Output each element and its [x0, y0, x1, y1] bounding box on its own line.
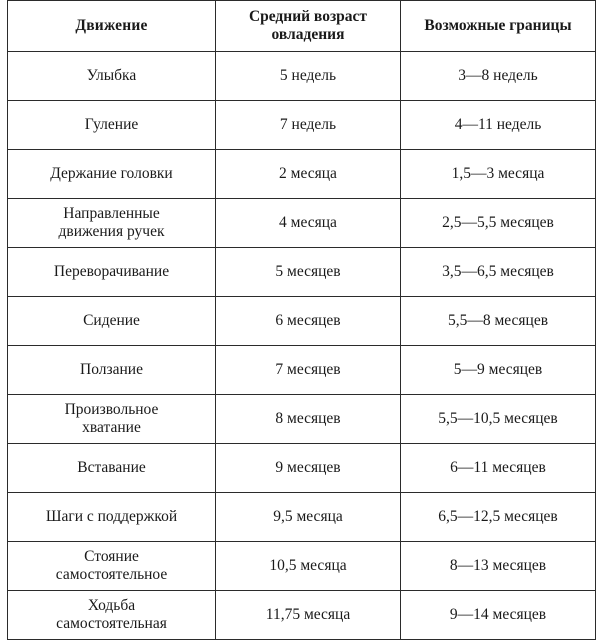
column-header-average-age-line1: Средний возраст [248, 8, 368, 26]
column-header-movement: Движение [8, 1, 216, 52]
table-row [8, 591, 596, 640]
cell-range: 4—11 недель [401, 101, 596, 150]
column-header-average-age [216, 1, 401, 52]
cell-average-age: 4 месяца [216, 199, 401, 248]
cell-average-age: 8 месяцев [216, 395, 401, 444]
cell-average-age: 6 месяцев [216, 297, 401, 346]
cell-average-age: 9 месяцев [216, 444, 401, 493]
cell-movement [8, 542, 216, 591]
cell-movement-line2: самостоятельная [56, 615, 167, 632]
cell-average-age: 7 месяцев [216, 346, 401, 395]
table-row [8, 248, 596, 297]
column-header-range: Возможные границы [401, 1, 596, 52]
table-row [8, 52, 596, 101]
cell-average-age: 5 месяцев [216, 248, 401, 297]
table-header-row [8, 1, 596, 52]
cell-movement: Гуление [8, 101, 216, 150]
cell-movement: Сидение [8, 297, 216, 346]
table-row [8, 199, 596, 248]
cell-movement-line2: движения ручек [58, 223, 165, 240]
table-row [8, 395, 596, 444]
cell-average-age: 2 месяца [216, 150, 401, 199]
table-row [8, 101, 596, 150]
table-row [8, 493, 596, 542]
table-row [8, 444, 596, 493]
cell-range: 8—13 месяцев [401, 542, 596, 591]
cell-average-age: 9,5 месяца [216, 493, 401, 542]
cell-range: 2,5—5,5 месяцев [401, 199, 596, 248]
cell-movement-line1: Стояние [84, 548, 139, 566]
cell-average-age: 11,75 месяца [216, 591, 401, 640]
cell-movement-line1: Направленные [63, 205, 160, 223]
cell-movement: Держание головки [8, 150, 216, 199]
cell-range: 9—14 месяцев [401, 591, 596, 640]
cell-movement-line2: самостоятельное [55, 566, 168, 583]
cell-range: 5—9 месяцев [401, 346, 596, 395]
cell-range: 5,5—10,5 месяцев [401, 395, 596, 444]
cell-range: 6—11 месяцев [401, 444, 596, 493]
cell-range: 1,5—3 месяца [401, 150, 596, 199]
cell-average-age: 5 недель [216, 52, 401, 101]
cell-average-age: 10,5 месяца [216, 542, 401, 591]
column-header-average-age-line2: овладения [271, 26, 345, 43]
cell-range: 6,5—12,5 месяцев [401, 493, 596, 542]
cell-movement: Переворачивание [8, 248, 216, 297]
table-row [8, 346, 596, 395]
cell-movement [8, 395, 216, 444]
table-body [8, 52, 596, 640]
cell-movement-line1: Произвольное [64, 401, 159, 419]
table-row [8, 542, 596, 591]
table-row [8, 150, 596, 199]
table-header [8, 1, 596, 52]
cell-movement [8, 199, 216, 248]
cell-range: 3,5—6,5 месяцев [401, 248, 596, 297]
cell-movement [8, 591, 216, 640]
table-row [8, 297, 596, 346]
cell-range: 5,5—8 месяцев [401, 297, 596, 346]
cell-average-age: 7 недель [216, 101, 401, 150]
cell-movement-line2: хватание [82, 419, 141, 436]
cell-movement: Ползание [8, 346, 216, 395]
milestones-table [7, 0, 596, 640]
cell-movement-line1: Ходьба [87, 597, 136, 615]
cell-movement: Вставание [8, 444, 216, 493]
cell-movement: Шаги с поддержкой [8, 493, 216, 542]
cell-movement: Улыбка [8, 52, 216, 101]
cell-range: 3—8 недель [401, 52, 596, 101]
